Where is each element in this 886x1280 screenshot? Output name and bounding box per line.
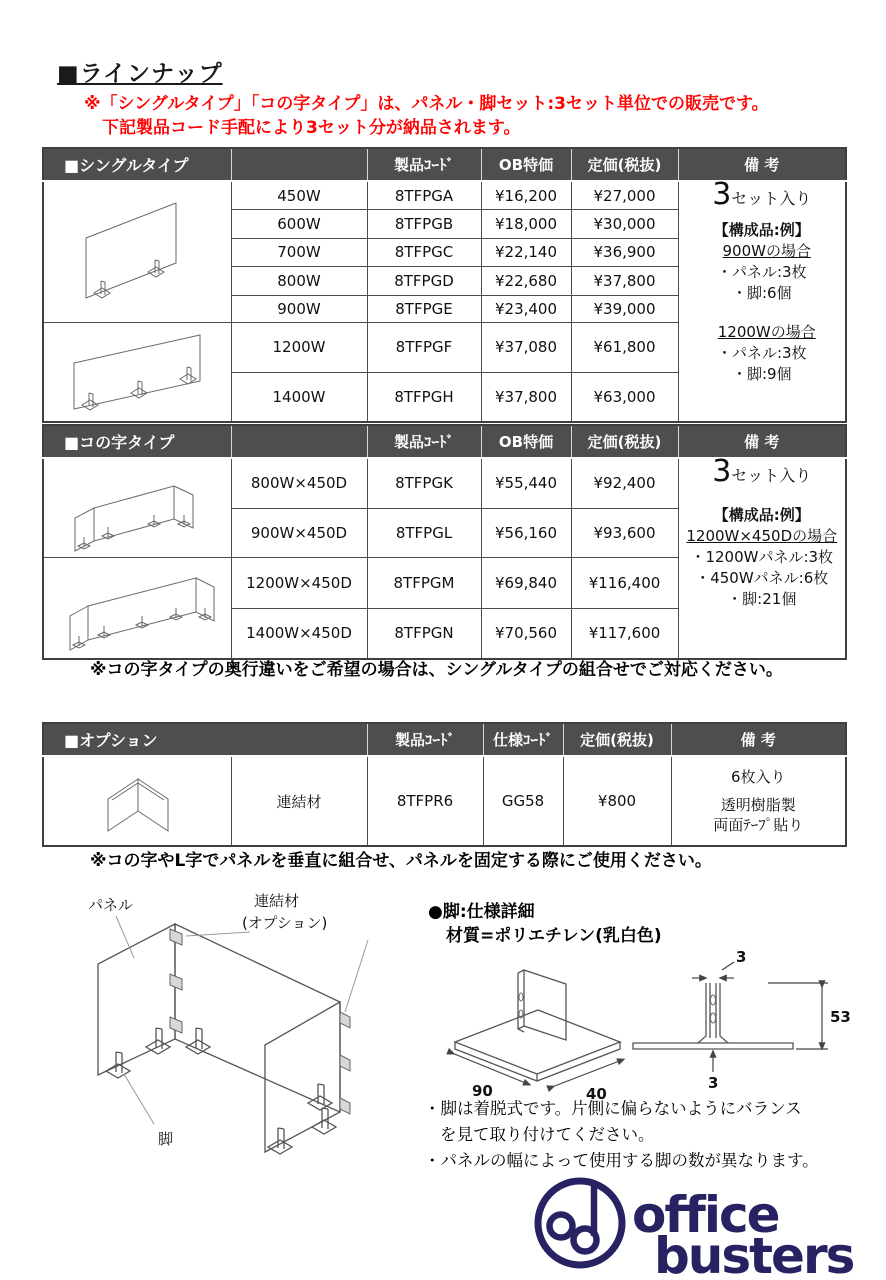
case-title: 1200W×450Dの場合 [686,527,838,545]
single-type-label: ■シングルタイプ [43,148,231,181]
cell-code: 8TFPGH [367,372,481,422]
cell-ob-price: ¥22,680 [481,267,571,296]
cell-code: 8TFPGL [367,508,481,557]
single-panel-small-image [43,181,231,323]
cell-size: 1400W×450D [231,608,367,659]
cell-size: 900W×450D [231,508,367,557]
dim-top-label: 3 [736,948,747,966]
option-spec-header: 仕様ｺｰﾄﾞ [483,723,563,756]
cell-list-price: ¥92,400 [571,458,678,508]
connector-label: 連結材 [254,892,300,910]
single-code-header: 製品ｺｰﾄﾞ [367,148,481,181]
components-example-title: 【構成品:例】 [713,221,810,239]
cell-ob-price: ¥70,560 [481,608,571,659]
ushape-note: ※コの字タイプの奥行違いをご希望の場合は、シングルタイプの組合せでご対応ください。 [90,660,783,680]
ushape-list-header: 定価(税抜) [571,425,678,458]
cell-list-price: ¥93,600 [571,508,678,557]
leg-icon [146,1028,170,1054]
ushape-remarks-header: 備 考 [678,425,846,458]
cell-size: 700W [231,238,367,267]
single-remarks-header: 備 考 [678,148,846,181]
dim-width-label: 90 [472,1082,493,1100]
sales-notice-line1: ※「シングルタイプ」「コの字タイプ」は、パネル・脚セット:3セット単位での販売です。 [84,94,769,114]
single-type-table [42,147,847,423]
leg-note-line: を見て取り付けてください。 [440,1125,655,1144]
components-example-title: 【構成品:例】 [713,506,810,524]
leg-label: 脚 [158,1130,174,1148]
case2-title: 1200Wの場合 [717,323,816,341]
logo-word-office: office [632,1186,779,1244]
connector-clip-icon [170,929,182,945]
cell-list-price: ¥63,000 [571,372,678,422]
cell-code: 8TFPR6 [367,756,483,846]
case2-item: ・脚:9個 [731,365,792,383]
sales-notice-line2: 下記製品コード手配により3セット分が納品されます。 [102,118,521,138]
dim-bottom-label: 3 [708,1074,719,1092]
ushape-small-image [43,458,231,558]
cell-code: 8TFPGB [367,210,481,239]
leg-spec-title: ●脚:仕様詳細 [428,902,535,922]
connector-image [43,756,231,846]
cell-list-price: ¥36,900 [571,238,678,267]
case1-title: 900Wの場合 [722,242,811,260]
ushape-remarks-cell [678,454,846,659]
case-item: ・1200Wパネル:3枚 [690,548,834,566]
connector-clip-icon [170,974,182,990]
option-remark: 透明樹脂製 [720,796,796,814]
table-row [43,458,846,508]
cell-list-price: ¥39,000 [571,295,678,323]
ushape-code-header: 製品ｺｰﾄﾞ [367,425,481,458]
connector-option-label: (オプション) [242,914,328,932]
cell-code: 8TFPGE [367,295,481,323]
table-row [43,181,846,210]
cell-code: 8TFPGD [367,267,481,296]
cell-size: 1200W [231,323,367,373]
single-panel-small-drawing [46,184,230,320]
option-remark: 両面ﾃｰﾌﾟ貼り [713,816,804,834]
single-list-header: 定価(税抜) [571,148,678,181]
case1-item: ・脚:6個 [731,284,792,302]
cell-code: 8TFPGK [367,458,481,508]
option-type-label: ■オプション [43,723,367,756]
cell-option-name: 連結材 [231,756,367,846]
ushape-type-table [42,424,847,660]
cell-size: 1200W×450D [231,558,367,609]
cell-ob-price: ¥22,140 [481,238,571,267]
cell-code: 8TFPGN [367,608,481,659]
cell-code: 8TFPGM [367,558,481,609]
logo-word-busters: busters [654,1227,854,1278]
ushape-large-image [43,558,231,660]
dim-depth-label: 40 [586,1085,607,1102]
assembly-diagram [58,892,426,1177]
leg-profile-drawing [618,948,858,1098]
cell-spec-code: GG58 [483,756,563,846]
office-busters-logo [530,1170,886,1278]
leg-icon [186,1028,210,1054]
cell-ob-price: ¥37,080 [481,323,571,373]
cell-size: 800W×450D [231,458,367,508]
set-count-line: 3セット入り [712,454,812,489]
option-remark: 6枚入り [730,768,786,786]
leg-isometric-drawing [440,952,640,1102]
page-title: ■ラインナップ [57,61,223,87]
case2-item: ・パネル:3枚 [716,344,807,362]
case1-item: ・パネル:3枚 [716,263,807,281]
connector-clip-icon [340,1055,350,1071]
cell-size: 600W [231,210,367,239]
leg-icon [308,1084,332,1110]
cell-ob-price: ¥16,200 [481,181,571,210]
connector-clip-icon [340,1012,350,1028]
cell-list-price: ¥117,600 [571,608,678,659]
option-list-header: 定価(税抜) [563,723,671,756]
cell-ob-price: ¥18,000 [481,210,571,239]
leg-icon [268,1128,292,1154]
connector-drawing [46,759,230,843]
cell-ob-price: ¥56,160 [481,508,571,557]
cell-list-price: ¥30,000 [571,210,678,239]
option-note: ※コの字やL字でパネルを垂直に組合せ、パネルを固定する際にご使用ください。 [90,851,712,871]
single-panel-large-drawing [46,325,230,419]
cell-size: 450W [231,181,367,210]
case-item: ・脚:21個 [727,590,797,608]
option-code-header: 製品ｺｰﾄﾞ [367,723,483,756]
cell-code: 8TFPGA [367,181,481,210]
cell-size: 900W [231,295,367,323]
cell-list-price: ¥800 [563,756,671,846]
option-header-row [43,723,846,756]
dim-height-label: 53 [830,1008,851,1026]
option-table [42,722,847,847]
set-count-line: 3セット入り [712,177,812,212]
cell-list-price: ¥27,000 [571,181,678,210]
connector-clip-icon [340,1098,350,1114]
ushape-type-label: ■コの字タイプ [43,425,231,458]
connector-clip-icon [170,1017,182,1033]
leg-note-line: ・脚は着脱式です。片側に偏らないようにバランス [424,1099,802,1118]
cell-code: 8TFPGF [367,323,481,373]
cell-ob-price: ¥55,440 [481,458,571,508]
option-remarks-cell [671,756,846,846]
single-ob-header: OB特価 [481,148,571,181]
ushape-large-drawing [46,560,230,656]
cell-ob-price: ¥69,840 [481,558,571,609]
single-size-header [231,148,367,181]
cell-list-price: ¥116,400 [571,558,678,609]
table-row [43,756,846,846]
cell-size: 800W [231,267,367,296]
cell-code: 8TFPGC [367,238,481,267]
leg-spec-material: 材質=ポリエチレン(乳白色) [446,926,662,946]
option-remarks-header: 備 考 [671,723,846,756]
cell-list-price: ¥37,800 [571,267,678,296]
cell-ob-price: ¥37,800 [481,372,571,422]
ushape-small-drawing [46,461,230,555]
single-panel-large-image [43,323,231,423]
ushape-ob-header: OB特価 [481,425,571,458]
single-remarks-cell [678,177,846,422]
cell-size: 1400W [231,372,367,422]
cell-list-price: ¥61,800 [571,323,678,373]
cell-ob-price: ¥23,400 [481,295,571,323]
ushape-size-header [231,425,367,458]
ob-logo-mark-icon [538,1181,622,1265]
leg-notes [424,1096,819,1174]
case-item: ・450Wパネル:6枚 [695,569,829,587]
panel-label: パネル [88,896,134,914]
leg-note-line: ・パネルの幅によって使用する脚の数が異なります。 [424,1151,819,1170]
